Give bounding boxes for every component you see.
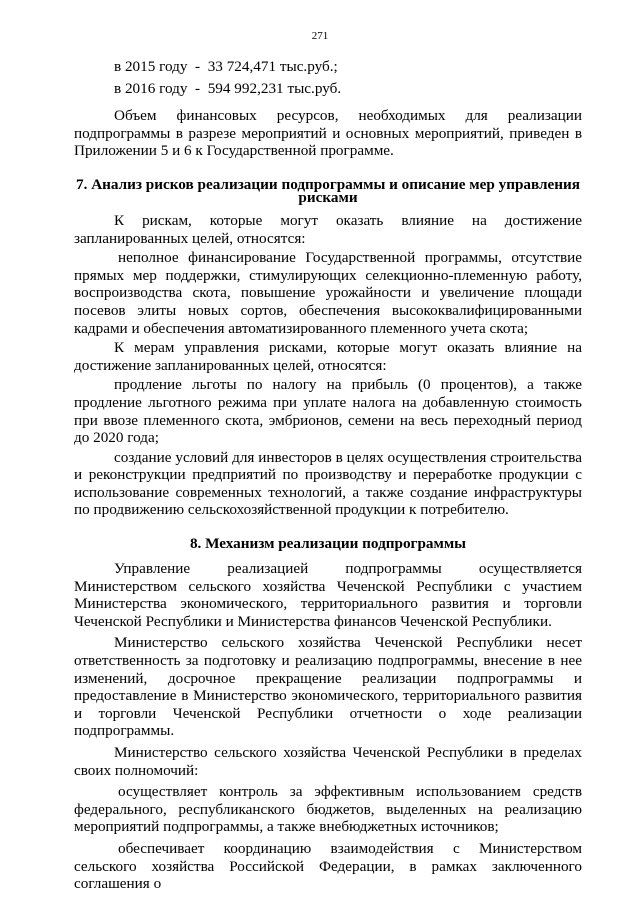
control-paragraph: осуществляет контроль за эффективным использованием средств федерального, республиканского бюджетов, выделенных на реализацию мероприятий подпрограммы, а также внебюджетных источников; (74, 783, 582, 836)
measures-intro-paragraph: К мерам управления рисками, которые могут оказать влияние на достижение запланированных целей, относятся: (74, 339, 582, 374)
powers-intro-paragraph: Министерство сельского хозяйства Чеченской Республики в пределах своих полномочий: (74, 744, 582, 779)
measure-tax-paragraph: продление льготы по налогу на прибыль (0 процентов), а также продление льготного режима при уплате налога на добавленную стоимость при ввозе племенного скота, эмбрионов, семени на весь переходный период до 2020 года; (74, 376, 582, 447)
coordination-paragraph: обеспечивает координацию взаимодействия с Министерством сельского хозяйства Российской Федерации, в рамках заключенного соглашения о (74, 839, 582, 893)
responsibility-paragraph: Министерство сельского хозяйства Чеченской Республики несет ответственность за подготовку и реализацию подпрограммы, внесение в нее изменений, досрочное прекращение реализации подпрограммы и предоставление в Министерство экономического, территориального развития и торговли Чеченской Республики отчетности о ходе реализации подпрограммы. (74, 634, 582, 740)
document-body (74, 58, 582, 893)
risks-paragraph: неполное финансирование Государственной программы, отсутствие прямых мер поддержки, стимулирующих селекционно-племенную работу, воспроизводства скота, повышение урожайности и увеличение площади посевов элиты новых сортов, обеспечения высококвалифицированными кадрами и обеспечения автоматизированного племенного учета скота; (74, 249, 582, 337)
budget-2015-line: в 2015 году - 33 724,471 тыс.руб.; (114, 58, 338, 75)
management-paragraph: Управление реализацией подпрограммы осуществляется Министерством сельского хозяйства Чеченской Республики с участием Министерства экономического, территориального развития и торговли Чеченской Республики и Министерства финансов Чеченской Республики. (74, 560, 582, 630)
section-7-title: 7. Анализ рисков реализации подпрограммы и описание мер управления рисками (76, 175, 580, 206)
risks-intro-paragraph: К рискам, которые могут оказать влияние на достижение запланированных целей, относятся: (74, 211, 582, 247)
section-8-title: 8. Механизм реализации подпрограммы (189, 535, 467, 553)
budget-2016-line: в 2016 году - 594 992,231 тыс.руб. (114, 79, 342, 97)
measure-investors-paragraph: создание условий для инвесторов в целях осуществления строительства и реконструкции предприятий по производству и переработке продукции с использование современных технологий, а также создание инфраструктуры по продвижению сельскохозяйственной продукции к потребителю. (74, 448, 582, 519)
page-number: 271 (311, 30, 329, 42)
financing-paragraph: Объем финансовых ресурсов, необходимых для реализации подпрограммы в разрезе мероприятий и основных мероприятий, приведен в Приложении 5 и 6 к Государственной программе. (74, 107, 582, 160)
